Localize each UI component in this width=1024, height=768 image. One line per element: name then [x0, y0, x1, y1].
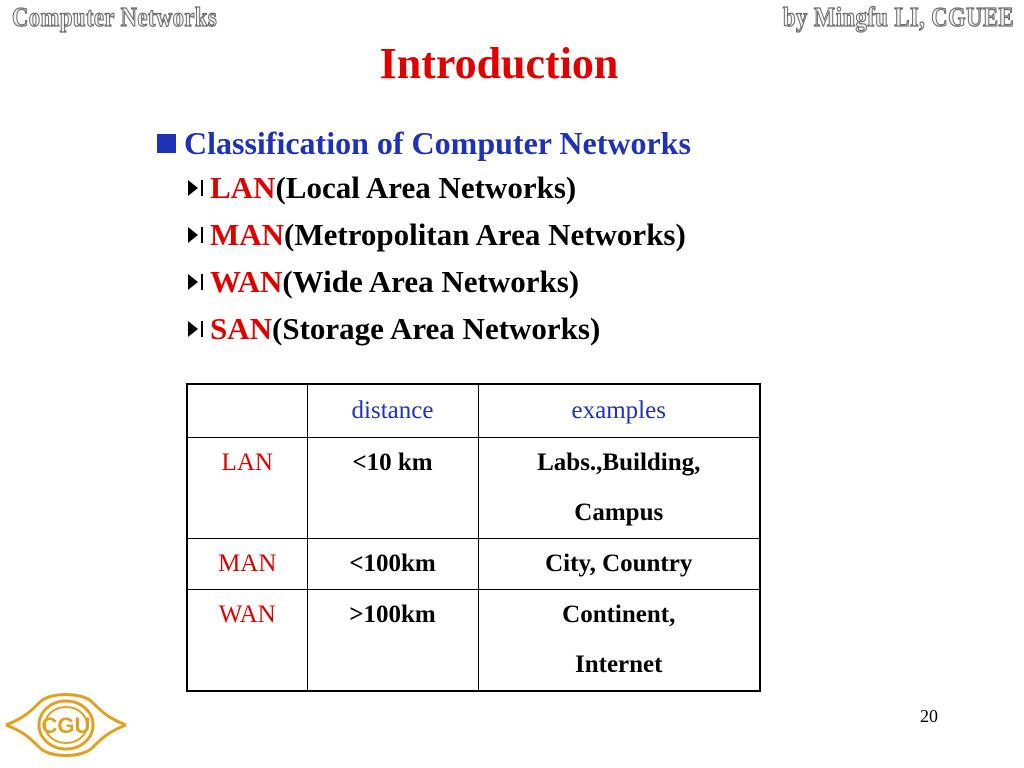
item-full-name: (Storage Area Networks) — [272, 310, 601, 346]
item-full-name: (Local Area Networks) — [275, 169, 577, 205]
table-row — [187, 590, 760, 692]
examples-cell: Labs.,Building, Campus — [478, 438, 760, 539]
page-number: 20 — [920, 706, 938, 726]
bullet-heading-text: Classification of Computer Networks — [184, 124, 691, 161]
bullet-item-lan — [188, 164, 691, 211]
table-row — [187, 539, 760, 590]
slide-title: Introduction — [379, 39, 619, 88]
row-type-cell: MAN — [187, 539, 307, 590]
bullet-heading — [152, 122, 691, 164]
table-header-cell: distance — [307, 384, 478, 438]
item-full-name: (Metropolitan Area Networks) — [284, 216, 686, 252]
table-header-cell: examples — [478, 384, 760, 438]
cgu-logo-icon — [4, 686, 128, 764]
bullet-list — [152, 122, 691, 352]
table-row — [187, 438, 760, 539]
bullet-item-man — [188, 211, 691, 258]
distance-cell: >100km — [307, 590, 478, 692]
distance-cell: <10 km — [307, 438, 478, 539]
item-abbr: MAN — [210, 216, 285, 252]
examples-cell: City, Country — [478, 539, 760, 590]
triangle-bullet-icon — [188, 321, 198, 337]
row-type-cell: LAN — [187, 438, 307, 539]
triangle-bullet-icon — [188, 274, 198, 290]
network-classification-table — [186, 383, 761, 692]
triangle-bullet-icon — [188, 227, 198, 243]
item-abbr: WAN — [210, 263, 283, 299]
square-bullet-icon — [157, 134, 176, 153]
table-header-row — [187, 384, 760, 438]
triangle-bullet-icon — [188, 180, 198, 196]
examples-cell: Continent, Internet — [478, 590, 760, 692]
bullet-item-san — [188, 305, 691, 352]
logo-text: CGU — [41, 713, 91, 738]
header-course-name: Computer Networks — [12, 2, 218, 32]
header-author: by Mingfu LI, CGUEE — [782, 2, 1014, 32]
item-full-name: (Wide Area Networks) — [282, 263, 580, 299]
bullet-item-wan — [188, 258, 691, 305]
table-header-cell — [187, 384, 307, 438]
item-abbr: LAN — [210, 169, 276, 205]
row-type-cell: WAN — [187, 590, 307, 692]
distance-cell: <100km — [307, 539, 478, 590]
item-abbr: SAN — [210, 310, 273, 346]
